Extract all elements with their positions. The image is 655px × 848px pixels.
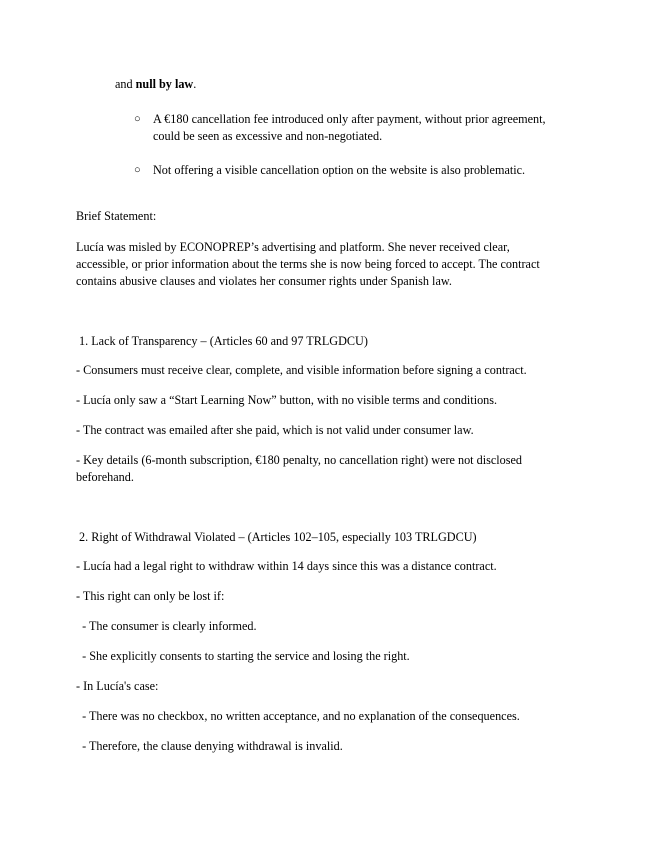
section-1-item-continued: beforehand. [76, 470, 134, 484]
sub-bullet-2-line-1: Not offering a visible cancellation option on the website is also problematic. [153, 163, 526, 177]
section-1-item: - Consumers must receive clear, complete, and visible information before signing a contract. [76, 363, 527, 377]
section-1-item: - The contract was emailed after she paid, which is not valid under consumer law. [76, 423, 474, 437]
bullet-circle-icon: ○ [134, 113, 141, 125]
section-2-subitem: - Therefore, the clause denying withdrawal is invalid. [76, 739, 343, 753]
continuation-bold: null by law [135, 77, 194, 91]
section-1-item: - Lucía only saw a “Start Learning Now” button, with no visible terms and conditions. [76, 393, 498, 407]
section-2-item: - Lucía had a legal right to withdraw within 14 days since this was a distance contract. [76, 559, 497, 573]
brief-statement-heading: Brief Statement: [76, 209, 157, 223]
section-2-item: - This right can only be lost if: [76, 589, 225, 603]
section-1-title: 1. Lack of Transparency – (Articles 60 and 97 TRLGDCU) [76, 334, 368, 348]
section-2-item: - In Lucía's case: [76, 679, 159, 693]
section-2-subitem: - She explicitly consents to starting the service and losing the right. [76, 649, 410, 663]
continuation-prefix: and [115, 77, 136, 91]
sub-bullet-1-line-2: could be seen as excessive and non-negotiated. [153, 129, 383, 143]
brief-line-2: accessible, or prior information about the terms she is now being forced to accept. The contract [76, 257, 540, 271]
brief-line-1: Lucía was misled by ECONOPREP’s advertising and platform. She never received clear, [76, 240, 510, 254]
continuation-line [115, 76, 196, 93]
section-2-subitem: - There was no checkbox, no written acceptance, and no explanation of the consequences. [76, 709, 520, 723]
continuation-suffix: . [193, 77, 197, 91]
sub-bullet-1-line-1: A €180 cancellation fee introduced only after payment, without prior agreement, [153, 112, 546, 126]
section-2-title: 2. Right of Withdrawal Violated – (Articles 102–105, especially 103 TRLGDCU) [76, 530, 477, 544]
bullet-circle-icon: ○ [134, 164, 141, 176]
section-1-item: - Key details (6-month subscription, €180 penalty, no cancellation right) were not disclosed [76, 453, 522, 467]
section-2-subitem: - The consumer is clearly informed. [76, 619, 257, 633]
brief-line-3: contains abusive clauses and violates her consumer rights under Spanish law. [76, 274, 452, 288]
